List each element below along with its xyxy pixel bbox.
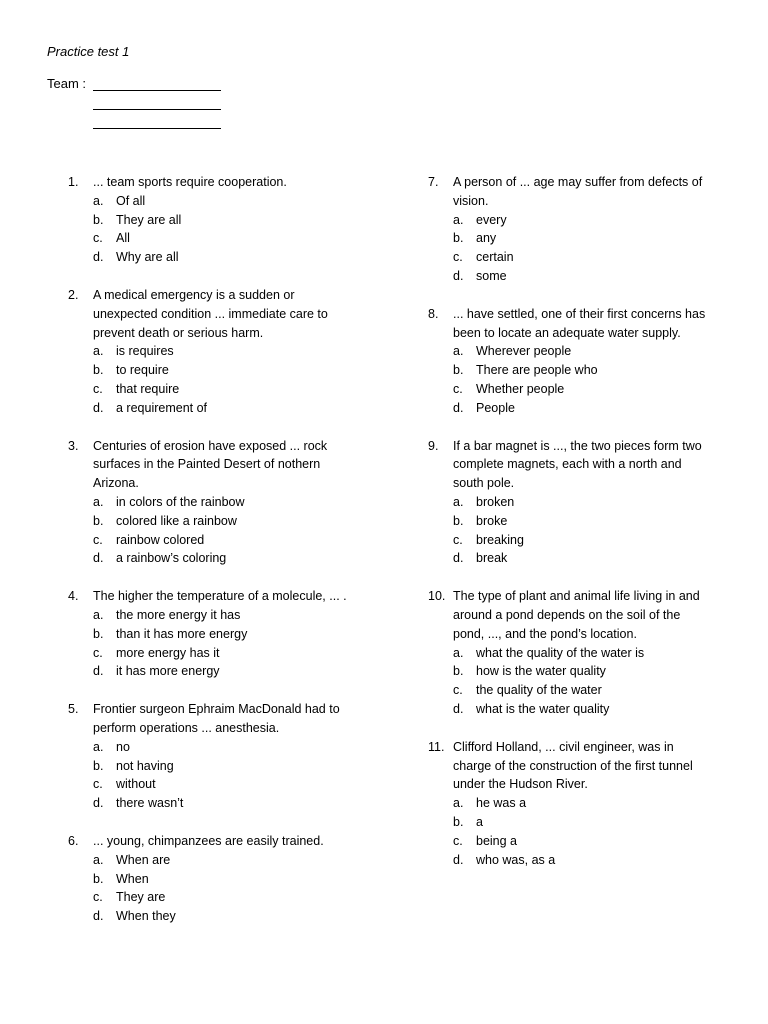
option-text: the quality of the water [476,683,602,698]
question-stem [68,286,368,342]
option-letter: d. [453,551,464,566]
question-text: The type of plant and animal life living in and around a pond depends on the soil of the pond, ..., and the pond’s location. [453,589,700,641]
question [428,587,728,719]
option-letter: d. [453,852,464,867]
option-text: every [476,212,507,227]
option-text: more energy has it [116,645,220,660]
option-text: People [476,400,515,415]
answer-option [453,248,728,267]
question-stem [428,173,728,211]
option-text: the more energy it has [116,607,241,622]
option-letter: c. [93,890,103,905]
question-text: A person of ... age may suffer from defects of vision. [453,175,703,208]
option-letter: b. [93,871,104,886]
option-letter: b. [453,513,464,528]
answer-option [93,192,368,211]
option-text: no [116,739,130,754]
question-number: 6. [68,833,79,848]
option-text: who was, as a [476,852,556,867]
answer-option [453,681,728,700]
option-text: Wherever people [476,344,572,359]
option-letter: b. [453,814,464,829]
option-letter: a. [93,193,104,208]
option-letter: a. [453,645,464,660]
answer-option [93,870,368,889]
question-stem [68,700,368,738]
answer-option [93,888,368,907]
question-number: 11. [428,739,445,754]
question-text: The higher the temperature of a molecule, ... . [93,589,347,604]
question-number: 7. [428,175,439,189]
answer-option [93,531,368,550]
question [68,286,368,418]
option-letter: c. [93,777,103,792]
answer-option [93,361,368,380]
question-text: Centuries of erosion have exposed ... rock surfaces in the Painted Desert of nothern Arizona. [93,438,328,491]
option-text: broke [476,513,508,528]
answer-option [453,211,728,230]
answer-option [93,907,368,926]
option-letter: d. [93,551,104,566]
option-letter: b. [453,231,464,246]
answer-option [453,361,728,380]
question-stem [428,738,728,794]
question [68,587,368,681]
answer-option [93,851,368,870]
question-stem [68,587,368,606]
option-text: than it has more energy [116,626,248,641]
option-text: break [476,551,508,566]
answer-option [453,813,728,832]
option-text: what is the water quality [476,701,610,716]
team-name-line-2 [93,109,221,110]
answer-option [453,493,728,512]
team-label: Team : [47,76,87,91]
answer-option [453,380,728,399]
option-letter: c. [453,250,463,265]
question [68,437,368,569]
option-text: how is the water quality [476,664,606,679]
answer-option [93,794,368,813]
option-letter: d. [93,909,104,924]
question-number: 10. [428,589,446,604]
answer-option [93,512,368,531]
question-number: 4. [68,589,79,604]
option-text: any [476,231,497,246]
option-text: When [116,871,149,886]
answer-option [453,644,728,663]
option-text: breaking [476,532,524,547]
answer-option [453,700,728,719]
answer-option [93,738,368,757]
question-stem [428,437,728,493]
option-text: in colors of the rainbow [116,494,245,509]
answer-option [93,211,368,230]
option-letter: a. [453,344,464,359]
option-letter: a. [453,494,464,509]
answer-option [93,229,368,248]
option-letter: a. [93,739,104,754]
answer-option [93,775,368,794]
option-letter: c. [93,645,103,660]
question [68,173,368,267]
question-number: 8. [428,306,439,321]
option-letter: b. [93,212,104,227]
answer-option [93,757,368,776]
option-text: a [476,814,483,829]
answer-option [93,493,368,512]
answer-option [93,342,368,361]
question [428,738,728,870]
option-letter: b. [93,758,104,773]
option-letter: b. [453,363,464,378]
answer-option [453,229,728,248]
answer-option [453,549,728,568]
question-text: ... have settled, one of their first concerns has been to locate an adequate water supply. [453,306,706,340]
option-text: rainbow colored [116,532,205,547]
right-question-column [428,173,728,888]
option-text: a requirement of [116,400,208,415]
answer-option [453,832,728,851]
question-text: ... team sports require cooperation. [93,175,287,189]
option-letter: a. [93,852,104,867]
question-stem [68,832,368,851]
option-letter: d. [93,250,104,265]
option-text: being a [476,833,518,848]
option-text: Of all [116,193,146,208]
option-text: When are [116,852,171,867]
option-text: All [116,231,130,246]
question-text: Clifford Holland, ... civil engineer, was in charge of the construction of the first tunnel under the Hudson River. [453,739,693,792]
answer-option [93,606,368,625]
option-text: broken [476,494,515,509]
answer-option [453,531,728,550]
question [68,832,368,926]
answer-option [453,851,728,870]
option-text: that require [116,381,180,396]
option-text: a rainbow’s coloring [116,551,227,566]
option-text: They are all [116,212,182,227]
option-letter: a. [453,212,464,227]
option-letter: c. [93,381,103,396]
question-number: 2. [68,287,79,302]
question-number: 5. [68,702,79,717]
option-letter: c. [93,231,103,246]
question-number: 3. [68,438,79,453]
option-letter: d. [453,268,464,283]
question-text: Frontier surgeon Ephraim MacDonald had to perform operations ... anesthesia. [93,702,340,735]
answer-option [93,380,368,399]
option-text: is requires [116,344,174,359]
answer-option [453,512,728,531]
answer-option [93,248,368,267]
answer-option [453,794,728,813]
question [428,305,728,418]
option-letter: c. [453,683,463,698]
option-text: he was a [476,796,527,811]
option-letter: a. [93,344,104,359]
option-letter: c. [453,381,463,396]
option-letter: a. [453,796,464,811]
option-text: not having [116,758,174,773]
question-stem [68,173,368,192]
option-text: without [116,777,156,792]
question [428,437,728,569]
question-stem [428,305,728,343]
option-text: There are people who [476,363,598,378]
answer-option [453,399,728,418]
question-stem [428,587,728,643]
option-letter: d. [453,701,464,716]
question-text: A medical emergency is a sudden or unexpected condition ... immediate care to prevent death or serious harm. [93,287,328,340]
option-text: They are [116,890,166,905]
option-letter: d. [93,400,104,415]
question-number: 9. [428,438,439,453]
option-letter: b. [453,664,464,679]
option-letter: a. [93,607,104,622]
option-letter: b. [93,513,104,528]
option-text: there wasn’t [116,796,184,811]
page-title: Practice test 1 [47,44,130,59]
option-letter: b. [93,626,104,641]
option-text: certain [476,250,514,265]
answer-option [453,267,728,286]
option-text: what the quality of the water is [476,645,645,660]
option-letter: b. [93,363,104,378]
left-question-column [68,173,368,945]
team-name-line-1 [93,90,221,91]
question-text: ... young, chimpanzees are easily trained. [93,833,324,848]
option-letter: d. [453,400,464,415]
option-letter: c. [453,532,463,547]
question-number: 1. [68,175,79,189]
answer-option [453,342,728,361]
answer-option [93,662,368,681]
answer-option [93,399,368,418]
answer-option [93,625,368,644]
option-letter: c. [93,532,103,547]
option-text: colored like a rainbow [116,513,237,528]
answer-option [93,644,368,663]
question-text: If a bar magnet is ..., the two pieces form two complete magnets, each with a north and south pole. [453,438,702,491]
option-letter: d. [93,796,104,811]
answer-option [93,549,368,568]
question [68,700,368,813]
option-text: it has more energy [116,664,220,679]
option-text: some [476,268,507,283]
question [428,173,728,286]
team-name-line-3 [93,128,221,129]
option-letter: d. [93,664,104,679]
option-letter: a. [93,494,104,509]
option-text: When they [116,909,176,924]
option-text: to require [116,363,169,378]
option-letter: c. [453,833,463,848]
answer-option [453,662,728,681]
question-stem [68,437,368,493]
option-text: Why are all [116,250,179,265]
option-text: Whether people [476,381,565,396]
